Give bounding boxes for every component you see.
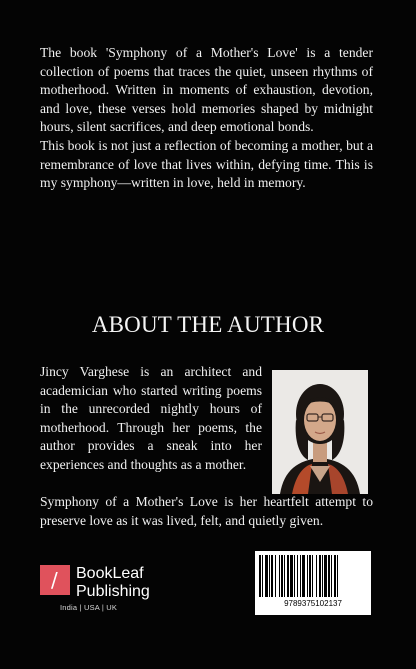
barcode-bar <box>259 555 261 597</box>
barcode-bar <box>294 555 295 597</box>
blurb-paragraph-1: The book 'Symphony of a Mother's Love' is a tender collection of poems that traces the quiet, unseen rhythms of motherhood. Written in moments of exhaustion, devotion, and love, these verses hold memories shaped by midnight hours, silent sacrifices, and deep emotional bonds. <box>40 45 373 135</box>
publisher-regions: India | USA | UK <box>60 603 118 612</box>
barcode-bar <box>290 555 293 597</box>
barcode-bar <box>312 555 313 597</box>
publisher-name-line2: Publishing <box>76 583 150 600</box>
barcode-bar <box>334 555 336 597</box>
barcode-bar <box>331 555 332 597</box>
barcode-bar <box>297 555 298 597</box>
author-portrait-image <box>272 370 368 494</box>
barcode-bar <box>262 555 263 597</box>
isbn-barcode <box>255 551 371 615</box>
barcode-bar <box>279 555 280 597</box>
publisher-name-line1: BookLeaf <box>76 565 144 582</box>
barcode-bar <box>287 555 289 597</box>
barcode-bar <box>324 555 327 597</box>
barcode-bars <box>259 555 367 597</box>
barcode-bar <box>269 555 270 597</box>
author-bio: Jincy Varghese is an architect and academician who started writing poems in the unrecorded nightly hours of motherhood. Through her poems, the author provides a sneak into her experiences and thoughts as a mother. <box>40 364 262 472</box>
blurb-paragraph-2: This book is not just a reflection of becoming a mother, but a remembrance of love that lives within, defying time. This is my symphony—written in love, held in memory. <box>40 137 373 191</box>
barcode-bar <box>281 555 283 597</box>
barcode-bar <box>328 555 330 597</box>
barcode-bar <box>284 555 285 597</box>
barcode-bar <box>275 555 276 597</box>
book-blurb <box>40 44 373 193</box>
barcode-bar <box>302 555 305 597</box>
author-bio-closing: Symphony of a Mother's Love is her heartfelt attempt to preserve love as it was lived, felt, and quietly given. <box>40 494 373 528</box>
barcode-bar <box>319 555 321 597</box>
barcode-bar <box>271 555 273 597</box>
barcode-bar <box>316 555 317 597</box>
barcode-bar <box>300 555 301 597</box>
publisher-logo <box>40 565 170 615</box>
barcode-bar <box>309 555 311 597</box>
barcode-bar <box>322 555 323 597</box>
barcode-bar <box>337 555 338 597</box>
isbn-number: 9789375102137 <box>284 599 342 608</box>
author-photo <box>272 370 368 494</box>
about-author-heading: ABOUT THE AUTHOR <box>91 312 325 337</box>
barcode-bar <box>265 555 268 597</box>
barcode-bar <box>307 555 308 597</box>
publisher-logo-slash: / <box>51 568 58 592</box>
